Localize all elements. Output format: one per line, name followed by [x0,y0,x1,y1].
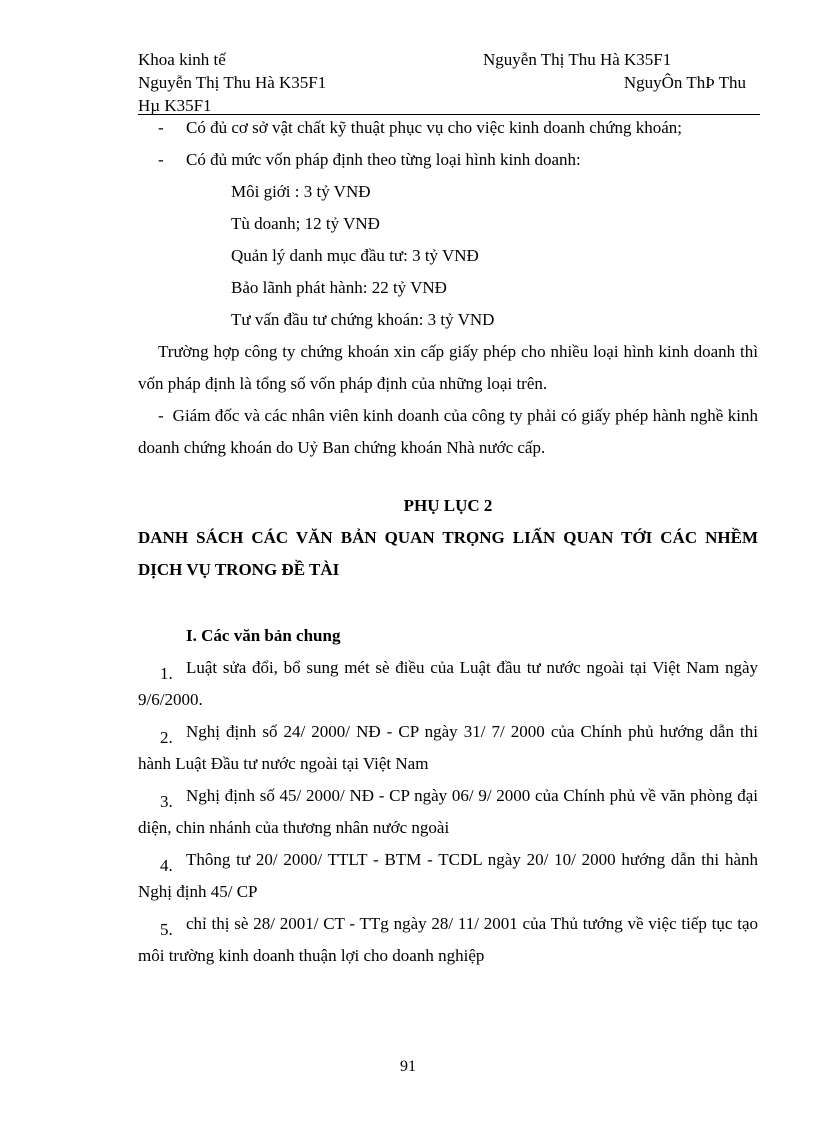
page-content [138,112,758,972]
document-item [138,716,758,780]
document-text: Thông tư 20/ 2000/ TTLT - BTM - TCDL ngày 20/ 10/ 2000 hướng dẫn thi hành Nghị định 45/ CP [138,850,758,901]
header-author-repeat: Nguyễn Thị Thu Hà K35F1 [138,73,327,92]
capital-level-portfolio: Quản lý danh mục đầu tư: 3 tỷ VNĐ [231,246,479,265]
capital-level-proprietary: Tù doanh; 12 tỷ VNĐ [231,214,380,233]
document-text: Nghị định số 24/ 2000/ NĐ - CP ngày 31/ 7/ 2000 của Chính phủ hướng dẫn thi hành Luật Đầu tư nước ngoài tại Việt Nam [138,722,758,773]
paragraph-multi-license: Trường hợp công ty chứng khoán xin cấp giấy phép cho nhiều loại hình kinh doanh thì vốn pháp định là tổng số vốn pháp định của những loại trên. [138,342,758,393]
header-line-2 [138,71,760,94]
capital-level-advisory: Tư vấn đầu tư chứng khoán: 3 tỷ VND [231,310,495,329]
header-author-garbled: NguyÔn ThÞ Thu [623,73,746,92]
paragraph-staff-license [138,400,758,464]
header-author-garbled-cont: Hµ K35F1 [138,96,212,115]
document-number: 5. [160,920,173,939]
document-text: Luật sửa đổi, bổ sung mét sè điều của Luật đầu tư nước ngoài tại Việt Nam ngày 9/6/2000. [138,658,758,709]
appendix-title: DANH SÁCH CÁC VĂN BẢN QUAN TRỌNG LIẤN QUAN TỚI CÁC NHỀM DỊCH VỤ TRONG ĐỀ TÀI [138,528,758,579]
document-text: Nghị định số 45/ 2000/ NĐ - CP ngày 06/ 9/ 2000 của Chính phủ về văn phòng đại diện, chin nhánh của thương nhân nước ngoài [138,786,758,837]
document-number: 2. [160,728,173,747]
requirement-item [138,144,758,176]
requirement-text: Có đủ cơ sở vật chất kỹ thuật phục vụ cho việc kinh doanh chứng khoán; [186,118,683,137]
dash-marker: - [158,150,164,169]
capital-level-brokerage: Môi giới : 3 tỷ VNĐ [231,182,371,201]
page-header [138,48,760,115]
document-item [138,652,758,716]
page-number: 91 [400,1058,416,1075]
document-number: 1. [160,664,173,683]
header-line-1 [138,48,760,71]
document-item [138,908,758,972]
dash-marker: - [158,406,164,425]
header-faculty: Khoa kinh tế [138,50,226,69]
capital-level-underwriting: Bảo lãnh phát hành: 22 tỷ VNĐ [231,278,447,297]
document-text: chỉ thị sè 28/ 2001/ CT - TTg ngày 28/ 11/ 2001 của Thủ tướng về việc tiếp tục tạo môi trường kinh doanh thuận lợi cho doanh nghiệp [138,914,758,965]
requirement-text: Có đủ mức vốn pháp định theo từng loại hình kinh doanh: [186,150,581,169]
document-number: 3. [160,792,173,811]
dash-marker: - [158,118,164,137]
appendix-heading: PHỤ LỤC 2 [403,496,493,515]
header-author: Nguyễn Thị Thu Hà K35F1 [483,50,672,69]
document-item [138,780,758,844]
paragraph-staff-text: Giám đốc và các nhân viên kinh doanh của công ty phải có giấy phép hành nghề kinh doanh chứng khoán do Uỷ Ban chứng khoán Nhà nước cấp. [138,406,758,457]
section-title: I. Các văn bản chung [186,626,341,645]
document-item [138,844,758,908]
document-number: 4. [160,856,173,875]
requirement-item [138,112,758,144]
